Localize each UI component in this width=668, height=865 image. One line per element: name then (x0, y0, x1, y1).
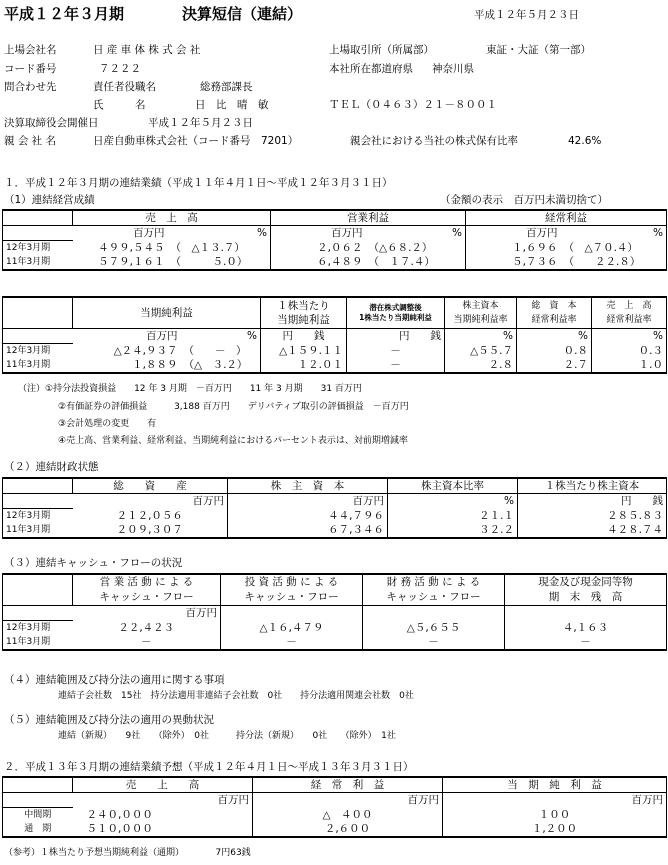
header-operating-income: 営業利益 (271, 210, 466, 226)
note-2: ②有価証券の評価損益 3,188 百万円 デリバティブ取引の評価損益 －百万円 (58, 402, 409, 412)
corner-cell (3, 777, 73, 793)
sales-value: ５７９,１６１ (98, 256, 165, 268)
unit: 百万円 (228, 494, 388, 509)
header-equity: 株 主 資 本 (228, 478, 388, 494)
unit: % (388, 494, 518, 509)
ordinary-income-change: （ ２２.８） (561, 255, 667, 270)
section1-sub1: （1）連結経営成績 (4, 194, 95, 206)
operating-cf-value: － (73, 635, 221, 650)
cash-balance-value: ４,１６３ (505, 621, 667, 636)
unit: 百万円 (73, 494, 228, 509)
section5-heading: （５）連結範囲及び持分法の適用の異動状況 (4, 714, 214, 726)
table-row (3, 344, 667, 359)
forecast-table (2, 776, 667, 838)
sales-change: （ △１３.７） (168, 241, 271, 256)
header-diluted-eps: 潜在株式調整後 1株当たり当期純利益 (347, 297, 445, 329)
unit: % (517, 329, 592, 344)
unit: 円 銭 (518, 494, 667, 509)
forecast-ordinary-value: △ ４００ (253, 808, 443, 823)
roa-value: ０.８ (517, 344, 592, 359)
table-row (3, 255, 667, 270)
section2-heading: （２）連結財政状態 (4, 461, 99, 473)
table-row (3, 621, 667, 636)
unit: % (366, 226, 466, 241)
hq-label: 本社所在都道府県 (329, 63, 413, 75)
parent-label: 親 会 社 名 (4, 135, 57, 147)
corner-cell (3, 297, 73, 329)
header-operating-cf: 営 業 活 動 に よ る キャッシュ・フロー (73, 574, 221, 606)
sales-value: ４９９,５４５ (98, 241, 165, 254)
note-4: ④売上高、営業利益、経常利益、当期純利益におけるパーセント表示は、対前期増減率 (58, 436, 408, 446)
eps-value: △１５９.１１ (261, 344, 347, 359)
header-ordinary-income: 経常利益 (466, 210, 667, 226)
row-label: 通 期 (3, 822, 73, 837)
unit: 百万円 (253, 793, 443, 808)
header-roa: 総 資 本 経常利益率 (517, 297, 592, 329)
financing-cf-value: － (363, 635, 505, 650)
table-row (3, 808, 667, 823)
table-row (3, 509, 667, 524)
row-label: 12年3月期 (3, 509, 73, 524)
telephone: ＴＥＬ（０４６３）２１－８００１ (329, 99, 497, 111)
code-value: ７２２２ (99, 63, 141, 75)
report-date: 平成１２年５月２３日 (474, 9, 579, 21)
unit: 百万円 (73, 606, 221, 621)
ordinary-income-value: ５,７３６ (512, 256, 558, 268)
unit: 百万円 (146, 330, 178, 343)
net-income-change: （ － ） (181, 344, 261, 359)
contact-role-value: 総務部課長 (200, 81, 253, 93)
table-row (3, 822, 667, 837)
row-label: 12年3月期 (3, 241, 73, 256)
roa-value: ２.７ (517, 358, 592, 373)
contact-label: 問合わせ先 (4, 81, 57, 93)
board-value: 平成１２年５月２３日 (148, 117, 253, 129)
cash-balance-value: － (505, 635, 667, 650)
contact-role-label: 責任者役職名 (93, 81, 156, 93)
row-label: 11年3月期 (3, 635, 73, 650)
header-investing-cf: 投 資 活 動 に よ る キャッシュ・フロー (221, 574, 363, 606)
note-1: （注）①持分法投資損益 12 年 3 月期 －百万円 11 年 3 月期 31 百万円 (18, 384, 362, 394)
report-title-2: 決算短信（連結） (182, 5, 303, 23)
equity-value: ６７,３４６ (228, 523, 388, 538)
parent-value: 日産自動車株式会社（コード番号 7201） (93, 135, 299, 147)
financial-position-table (2, 477, 667, 539)
hq-value: 神奈川県 (432, 63, 474, 75)
report-title: 平成１２年３月期 (4, 5, 125, 23)
header-forecast-ordinary: 経 常 利 益 (253, 777, 443, 793)
forecast-reference: （参考）１株当たり予想当期純利益（通期） 7円63銭 (4, 848, 251, 858)
forecast-net-value: １,２００ (443, 822, 667, 837)
section4-heading: （４）連結範囲及び持分法の適用に関する事項 (4, 674, 225, 686)
section1-heading: １．平成１２年３月期の連結業績（平成１１年４月１日～平成１２年３月３１日） (4, 177, 393, 189)
forecast-ordinary-value: ２,６００ (253, 822, 443, 837)
row-label: 11年3月期 (3, 358, 73, 373)
corner-cell (3, 478, 73, 494)
net-income-change: （△ ３.２） (181, 358, 261, 373)
table-row (3, 635, 667, 650)
unit-note: （金額の表示 百万円未満切捨て） (440, 194, 608, 206)
row-label: 11年3月期 (3, 523, 73, 538)
ordinary-income-change: （ △７０.４） (561, 241, 667, 256)
row-label: 12年3月期 (3, 344, 73, 359)
exchange-label: 上場取引所（所属部） (329, 44, 434, 56)
header-forecast-sales: 売 上 高 (73, 777, 253, 793)
equity-ratio-value: ３２.２ (388, 523, 518, 538)
sales-change: （ ５.０） (168, 255, 271, 270)
listed-label: 上場会社名 (4, 44, 57, 56)
equity-value: ４４,７９６ (228, 509, 388, 524)
header-margin: 売 上 高 経常利益率 (592, 297, 667, 329)
unit: 百万円 (73, 793, 253, 808)
net-income-value: △２４,９３７ (113, 344, 178, 357)
board-label: 決算取締役会開催日 (4, 117, 99, 129)
equity-ratio-value: ２１.１ (388, 509, 518, 524)
unit: % (181, 329, 261, 344)
financing-cf-value: △５,６５５ (363, 621, 505, 636)
operating-income-value: ６,４８９ (317, 256, 363, 268)
section4-body: 連結子会社数 15社 持分法適用非連結子会社数 0社 持分法適用関連会社数 0社 (58, 691, 414, 701)
header-roe: 株主資本 当期純利益率 (445, 297, 517, 329)
unit: 百万円 (443, 793, 667, 808)
note-3: ③会計処理の変更 有 (58, 419, 157, 429)
forecast-sales-value: ２４０,０００ (73, 808, 253, 823)
header-bps: １株当たり株主資本 (518, 478, 667, 494)
diluted-eps-value: － (347, 358, 445, 373)
header-sales: 売 上 高 (73, 210, 271, 226)
header-forecast-net: 当 期 純 利 益 (443, 777, 667, 793)
row-label: 12年3月期 (3, 621, 73, 636)
net-income-value: １,８８９ (132, 359, 178, 371)
header-financing-cf: 財 務 活 動 に よ る キャッシュ・フロー (363, 574, 505, 606)
operating-income-change: （ １７.４） (366, 255, 466, 270)
listed-value: 日 産 車 体 株 式 会 社 (93, 44, 201, 56)
header-equity-ratio: 株主資本比率 (388, 478, 518, 494)
operating-income-value: ２,０６２ (317, 241, 363, 254)
total-assets-value: ２０９,３０７ (73, 523, 228, 538)
code-label: コード番号 (4, 63, 57, 75)
unit: 百万円 (526, 227, 558, 240)
unit: % (561, 226, 667, 241)
corner-cell (3, 210, 73, 226)
ownership-label: 親会社における当社の株式保有比率 (350, 135, 518, 147)
row-label: 11年3月期 (3, 255, 73, 270)
exchange-value: 東証・大証（第一部） (486, 44, 591, 56)
cash-flow-table (2, 573, 667, 651)
net-income-table (2, 296, 667, 374)
forecast-heading: ２．平成１３年３月期の連結業績予想（平成１２年４月１日～平成１３年３月３１日） (4, 761, 414, 773)
operating-results-table (2, 209, 667, 271)
row-label: 中間期 (3, 808, 73, 823)
table-row (3, 241, 667, 256)
header-net-income: 当期純利益 (73, 297, 261, 329)
unit: 円 銭 (261, 329, 347, 344)
diluted-eps-value: － (347, 344, 445, 359)
header-total-assets: 総 資 産 (73, 478, 228, 494)
corner-cell (3, 574, 73, 606)
header-cash-balance: 現金及び現金同等物 期 末 残 高 (505, 574, 667, 606)
forecast-net-value: １００ (443, 808, 667, 823)
investing-cf-value: △１６,４７９ (221, 621, 363, 636)
section3-heading: （３）連結キャッシュ・フローの状況 (4, 557, 183, 569)
roe-value: △５５.７ (445, 344, 517, 359)
unit: % (445, 329, 517, 344)
table-row (3, 358, 667, 373)
contact-name-label: 氏 名 (93, 99, 146, 111)
ownership-value: 42.6% (568, 135, 602, 147)
bps-value: ４２８.７４ (518, 523, 667, 538)
total-assets-value: ２１２,０５６ (73, 509, 228, 524)
operating-income-change: （△６８.２） (366, 241, 466, 256)
ordinary-income-value: １,６９６ (512, 241, 558, 254)
unit: % (592, 329, 667, 344)
unit: 百万円 (133, 227, 165, 240)
eps-value: １２.０１ (261, 358, 347, 373)
margin-value: ０.３ (592, 344, 667, 359)
unit: % (168, 226, 271, 241)
unit: 円 銭 (347, 329, 445, 344)
bps-value: ２８５.８３ (518, 509, 667, 524)
section5-body: 連結（新規） 9社 （除外） 0社 持分法（新規） 0社 （除外） 1社 (58, 731, 396, 741)
header-eps: １株当たり 当期純利益 (261, 297, 347, 329)
margin-value: １.０ (592, 358, 667, 373)
unit: 百万円 (331, 227, 363, 240)
operating-cf-value: ２２,４２３ (73, 621, 221, 636)
roe-value: ２.８ (445, 358, 517, 373)
investing-cf-value: － (221, 635, 363, 650)
forecast-sales-value: ５１０,０００ (73, 822, 253, 837)
table-row (3, 523, 667, 538)
contact-name-value: 日 比 晴 敏 (195, 99, 269, 111)
